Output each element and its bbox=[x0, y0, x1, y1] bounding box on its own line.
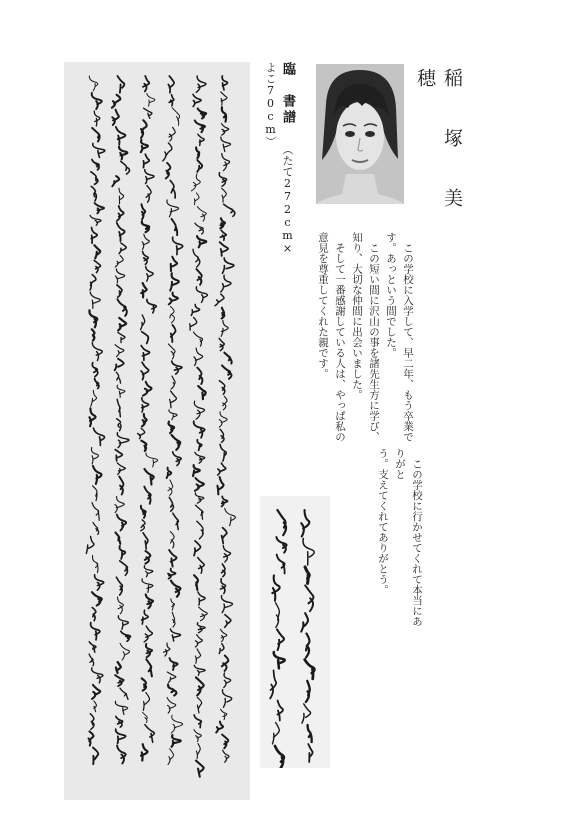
essay-text-continued bbox=[374, 448, 425, 628]
calligraphy-detail-image bbox=[260, 496, 330, 768]
work-title: 臨 書譜 bbox=[280, 62, 295, 126]
work-size: （たて272cm×よこ70cm） bbox=[264, 62, 294, 255]
essay-line: 意見を尊重してくれた親です。 bbox=[317, 232, 329, 379]
calligraphy-scroll-image bbox=[64, 62, 250, 800]
calligraphy-detail-strokes bbox=[260, 496, 330, 768]
author-portrait bbox=[316, 64, 404, 204]
author-name: 稲 塚 美 穂 bbox=[414, 68, 463, 248]
essay-line: この学校に入学して、早二年、もう卒業で bbox=[402, 232, 414, 442]
portrait-illustration bbox=[316, 64, 404, 204]
calligraphy-strokes bbox=[64, 62, 250, 800]
essay-text bbox=[314, 232, 416, 442]
essay-line: 知り、大切な仲間に出会いました。 bbox=[351, 232, 363, 400]
essay-line: この短い間に沢山の事を諸先生方に学び、 bbox=[368, 232, 380, 442]
work-title-block bbox=[262, 62, 297, 262]
essay-line: う。支えてくれてありがとう。 bbox=[377, 448, 389, 595]
essay-line: す。あっという間でした。 bbox=[385, 232, 397, 358]
essay-line: そして一番感謝している人は、やっぱ私の bbox=[334, 232, 346, 442]
essay-line: この学校に行かせてくれて本当にありがと bbox=[394, 448, 423, 627]
